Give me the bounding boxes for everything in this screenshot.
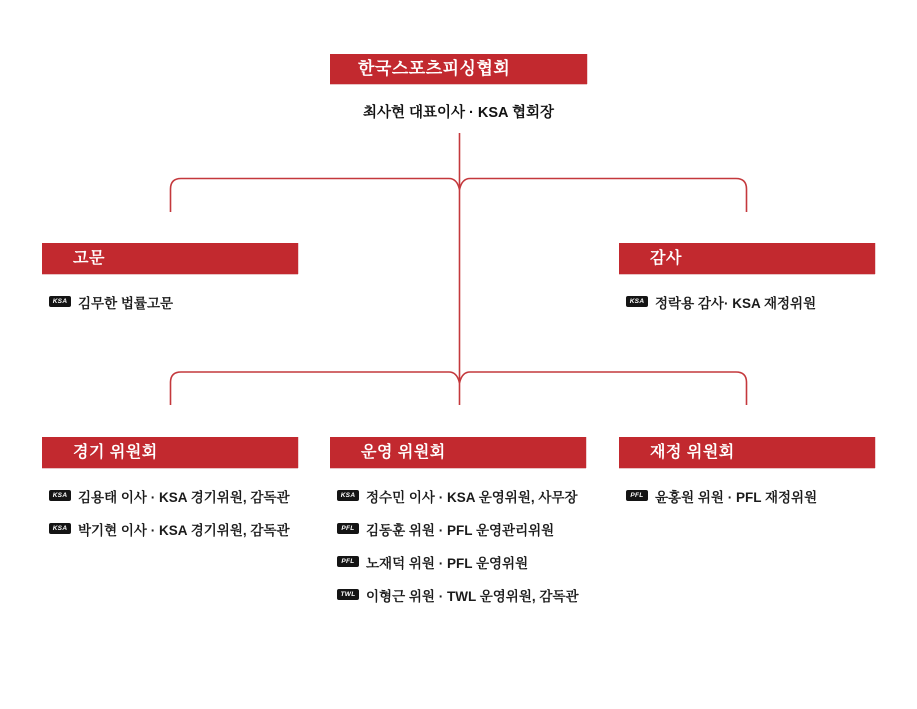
member-row bbox=[330, 479, 586, 512]
member-row bbox=[330, 578, 586, 611]
section-finance-committee bbox=[619, 437, 875, 512]
brace2-right bbox=[460, 372, 747, 405]
member-text: 이형근 위원 · TWL 운영위원, 감독관 bbox=[366, 588, 579, 604]
section-title: 운영 위원회 bbox=[361, 444, 446, 461]
affiliation-badge: KSA bbox=[49, 523, 71, 534]
member-text: 김동훈 위원 · PFL 운영관리위원 bbox=[366, 522, 555, 538]
brace1-left bbox=[171, 179, 460, 213]
member-text: 윤홍원 위원 · PFL 재정위원 bbox=[655, 489, 818, 505]
section-title: 재정 위원회 bbox=[650, 444, 735, 461]
member-list bbox=[42, 479, 298, 545]
brace1-right bbox=[460, 179, 747, 213]
section-auditor bbox=[619, 243, 875, 318]
affiliation-badge: KSA bbox=[337, 490, 359, 501]
section-title: 고문 bbox=[73, 250, 105, 267]
section-title: 경기 위원회 bbox=[73, 444, 158, 461]
member-row bbox=[42, 512, 298, 545]
member-text: 노재덕 위원 · PFL 운영위원 bbox=[366, 555, 529, 571]
member-row bbox=[42, 285, 298, 318]
affiliation-badge: KSA bbox=[49, 296, 71, 307]
affiliation-badge: PFL bbox=[626, 490, 648, 501]
section-header-auditor bbox=[619, 243, 875, 274]
affiliation-badge: PFL bbox=[337, 556, 359, 567]
section-advisor bbox=[42, 243, 298, 318]
root-leader-text: 최사현 대표이사 · KSA 협회장 bbox=[362, 105, 555, 121]
section-header-operations bbox=[330, 437, 586, 468]
member-list bbox=[42, 285, 298, 318]
member-text: 박기현 이사 · KSA 경기위원, 감독관 bbox=[78, 522, 290, 538]
member-row bbox=[619, 479, 875, 512]
section-title: 감사 bbox=[650, 250, 682, 267]
section-competition-committee bbox=[42, 437, 298, 545]
section-operations-committee bbox=[330, 437, 586, 611]
affiliation-badge: PFL bbox=[337, 523, 359, 534]
section-header-finance bbox=[619, 437, 875, 468]
member-list bbox=[619, 285, 875, 318]
member-text: 정락용 감사· KSA 재정위원 bbox=[655, 295, 817, 311]
member-text: 정수민 이사 · KSA 운영위원, 사무장 bbox=[366, 489, 578, 505]
root-org-title: 한국스포츠피싱협회 bbox=[358, 59, 511, 78]
section-header-competition bbox=[42, 437, 298, 468]
member-list bbox=[330, 479, 586, 611]
member-row bbox=[42, 479, 298, 512]
root-org-box bbox=[330, 54, 587, 84]
member-row bbox=[619, 285, 875, 318]
member-text: 김용태 이사 · KSA 경기위원, 감독관 bbox=[78, 489, 290, 505]
member-list bbox=[619, 479, 875, 512]
affiliation-badge: TWL bbox=[337, 589, 359, 600]
member-row bbox=[330, 545, 586, 578]
affiliation-badge: KSA bbox=[626, 296, 648, 307]
section-header-advisor bbox=[42, 243, 298, 274]
member-text: 김무한 법률고문 bbox=[78, 295, 174, 311]
member-row bbox=[330, 512, 586, 545]
brace2-left bbox=[171, 372, 460, 405]
affiliation-badge: KSA bbox=[49, 490, 71, 501]
